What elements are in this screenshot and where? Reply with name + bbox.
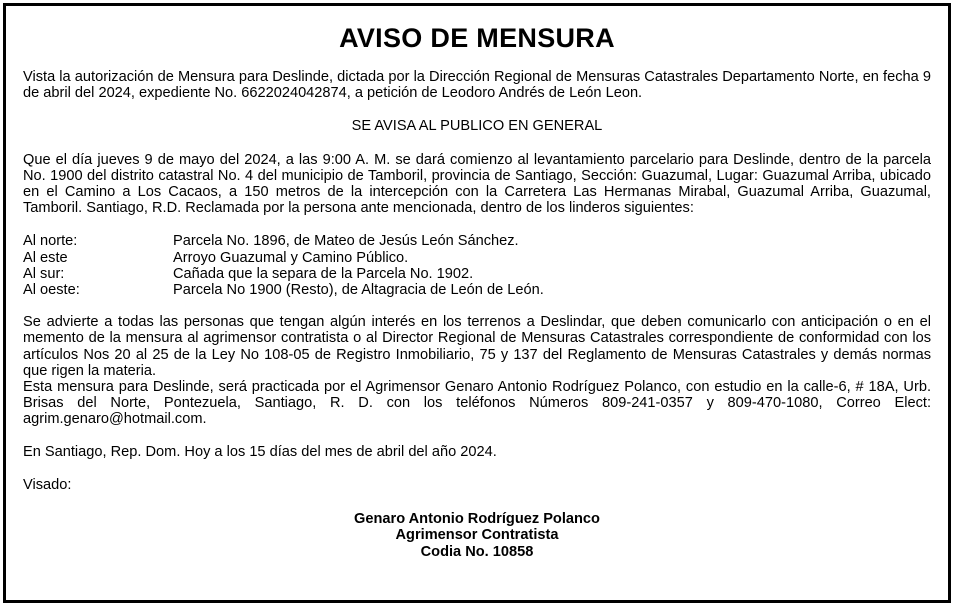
survey-details-paragraph: Que el día jueves 9 de mayo del 2024, a las 9:00 A. M. se dará comienzo al levantamiento parcelario para Deslinde, dentro de la parcela No. 1900 del distrito catastral No. 4 del municipio de Tamboril, provincia de Santiago, Sección: Guazumal, Lugar: Guazumal Arriba, ubicado en el Camino a Los Cacaos, a 150 metros de la intercepción con la Carretera Las Hermanas Mirabal, Guazumal Arriba, Guazumal, Tamboril. Santiago, R.D. Reclamada por la persona ante mencionada, dentro de los linderos siguientes: [23,151,931,217]
notice-border [3,3,951,603]
notice-title: AVISO DE MENSURA [339,23,615,53]
boundary-row-south [23,266,931,282]
boundary-side: Al sur: [23,265,65,282]
boundary-side: Al oeste: [23,282,80,299]
boundary-description: Arroyo Guazumal y Camino Público. [173,249,409,266]
boundary-row-west [23,282,931,298]
boundaries-list [23,233,931,298]
visado-label: Visado: [23,476,72,493]
boundary-description: Parcela No 1900 (Resto), de Altagracia de León de León. [173,282,544,299]
signature-block [23,511,931,560]
boundary-row-north [23,233,931,249]
surveyor-contact-paragraph: Esta mensura para Deslinde, será practicada por el Agrimensor Genaro Antonio Rodríguez Polanco, con estudio en la calle-6, # 18A, Urb. Brisas del Norte, Pontezuela, Santiago, R. D. con los teléfonos Números 809-241-0357 y 809-470-1080, Correo Elect: agrim.genaro@hotmail.com. [23,379,931,428]
notice-body [23,69,931,493]
intro-paragraph: Vista la autorización de Mensura para Deslinde, dictada por la Dirección Regional de Mensuras Catastrales Departamento Norte, en fecha 9 de abril del 2024, expediente No. 6622024042874, a petición de Leodoro Andrés de León Leon. [23,69,931,102]
boundary-side: Al este [23,249,68,266]
boundary-row-east [23,250,931,266]
signer-name: Genaro Antonio Rodríguez Polanco [354,511,600,528]
warning-paragraph: Se advierte a todas las personas que tengan algún interés en los terrenos a Deslindar, que deben comunicarlo con anticipación o en el memento de la mensura al agrimensor contratista o al Director Regional de Mensuras Catastrales correspondiente de conformidad con los artículos Nos 20 al 25 de la Ley No 108-05 de Registro Inmobiliario, 75 y 137 del Reglamento de Mensuras Catastrales y demás normas que rigen la materia. [23,314,931,379]
boundary-side: Al norte: [23,233,78,250]
signer-role: Agrimensor Contratista [395,527,559,544]
signer-codia: Codia No. 10858 [420,543,534,560]
public-notice-heading: SE AVISA AL PUBLICO EN GENERAL [351,118,603,135]
dateline: En Santiago, Rep. Dom. Hoy a los 15 días del mes de abril del año 2024. [23,443,497,460]
boundary-description: Cañada que la separa de la Parcela No. 1902. [173,265,474,282]
notice-content [23,6,931,560]
boundary-description: Parcela No. 1896, de Mateo de Jesús León Sánchez. [173,233,519,250]
